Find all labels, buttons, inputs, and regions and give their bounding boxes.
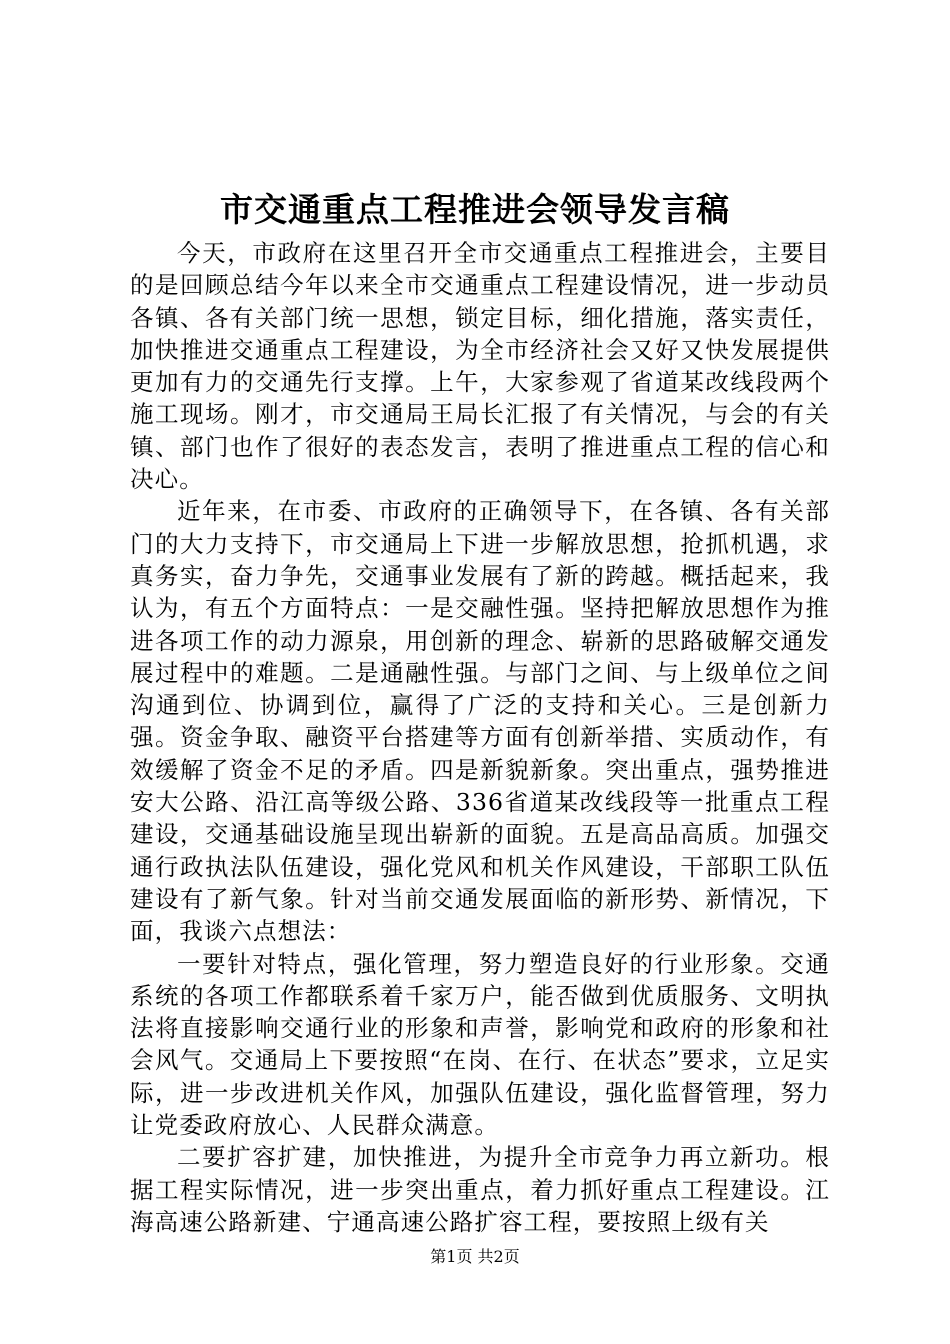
paragraph-achievements: 近年来，在市委、市政府的正确领导下，在各镇、各有关部门的大力支持下，市交通局上下进一步解放思想，抢抓机遇，求真务实，奋力争先，交通事业发展有了新的跨越。概括起来，我认为，有五个方面特点：一是交融性强。坚持把解放思想作为推进各项工作的动力源泉，用创新的理念、崭新的思路破解交通发展过程中的难题。二是通融性强。与部门之间、与上级单位之间沟通到位、协调到位，赢得了广泛的支持和关心。三是创新力强。资金争取、融资平台搭建等方面有创新举措、实质动作，有效缓解了资金不足的矛盾。四是新貌新象。突出重点，强势推进安大公路、沿江高等级公路、336省道某改线段等一批重点工程建设，交通基础设施呈现出崭新的面貌。五是高品高质。加强交通行政执法队伍建设，强化党风和机关作风建设，干部职工队伍建设有了新气象。针对当前交通发展面临的新形势、新情况，下面，我谈六点想法： <box>130 497 830 946</box>
paragraph-point-two: 二要扩容扩建，加快推进，为提升全市竞争力再立新功。根据工程实际情况，进一步突出重点，着力抓好重点工程建设。江海高速公路新建、宁通高速公路扩容工程，要按照上级有关 <box>130 1143 830 1236</box>
paragraph-opening: 今天，市政府在这里召开全市交通重点工程推进会，主要目的是回顾总结今年以来全市交通重点工程建设情况，进一步动员各镇、各有关部门统一思想，锁定目标，细化措施，落实责任，加快推进交通重点工程建设，为全市经济社会又好又快发展提供更加有力的交通先行支撑。上午，大家参观了省道某改线段两个施工现场。刚才，市交通局王局长汇报了有关情况，与会的有关镇、部门也作了很好的表态发言，表明了推进重点工程的信心和决心。 <box>130 239 830 494</box>
document-title: 市交通重点工程推进会领导发言稿 <box>220 190 730 229</box>
paragraph-point-one: 一要针对特点，强化管理，努力塑造良好的行业形象。交通系统的各项工作都联系着千家万户，能否做到优质服务、文明执法将直接影响交通行业的形象和声誉，影响党和政府的形象和社会风气。交通局上下要按照“在岗、在行、在状态”要求，立足实际，进一步改进机关作风，加强队伍建设，强化监督管理，努力让党委政府放心、人民群众满意。 <box>130 949 830 1140</box>
page-number-footer: 第1页 共2页 <box>430 1247 520 1266</box>
document-body <box>130 237 830 1238</box>
